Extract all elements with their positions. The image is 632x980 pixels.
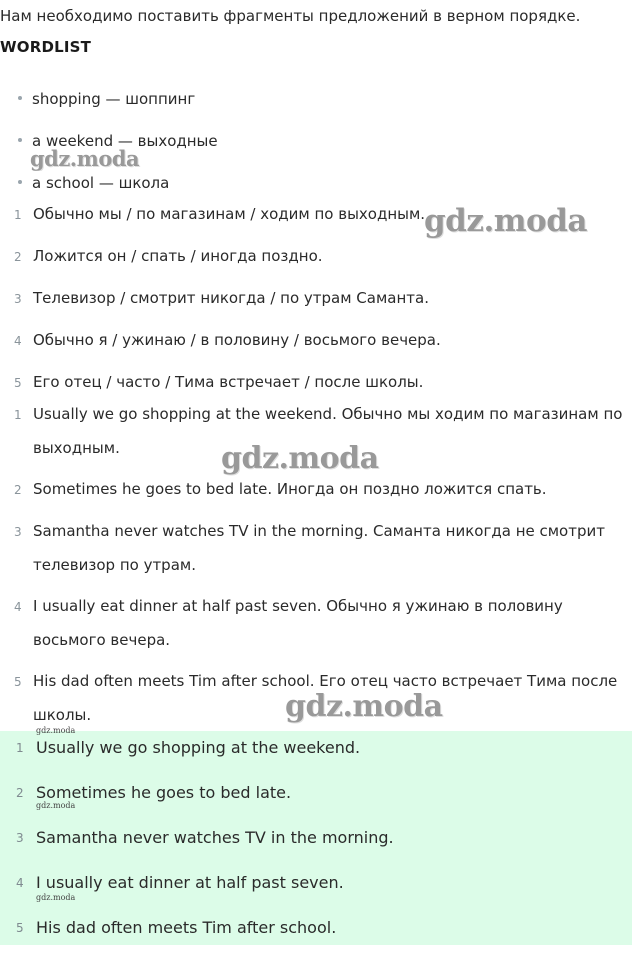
fragment-row: 3 Телевизор / смотрит никогда / по утрам Саманта.	[14, 289, 429, 307]
watermark-logo: gdz.moda	[36, 893, 76, 902]
watermark-logo: gdz.moda	[30, 146, 140, 171]
answer-panel: 1 Usually we go shopping at the weekend. 2 Sometimes he goes to bed late. 3 Samantha never watches TV in the morning. 4 I usually eat dinner at half past seven. 5 His dad often meets Tim after school.	[0, 731, 632, 945]
wordlist-item: a school — школа	[18, 174, 169, 192]
wordlist-item: shopping — шоппинг	[18, 90, 195, 108]
bullet-icon	[18, 138, 22, 142]
fragment-row: 1 Обычно мы / по магазинам / ходим по выходным.	[14, 205, 426, 223]
translation-row: 1 Usually we go shopping at the weekend. Обычно мы ходим по магазинам по выходным.	[14, 405, 623, 457]
translation-row: 4 I usually eat dinner at half past seven. Обычно я ужинаю в половину восьмого вечера.	[14, 597, 563, 649]
bullet-icon	[18, 180, 22, 184]
wordlist-heading: WORDLIST	[0, 38, 92, 56]
watermark-logo: gdz.moda	[36, 801, 76, 810]
translation-row: 2 Sometimes he goes to bed late. Иногда он поздно ложится спать.	[14, 480, 547, 498]
fragment-row: 4 Обычно я / ужинаю / в половину / восьмого вечера.	[14, 331, 441, 349]
wordlist-item: a weekend — выходные	[18, 132, 218, 150]
translation-row: 5 His dad often meets Tim after school. Его отец часто встречает Тима после школы.	[14, 672, 618, 724]
task-instruction: Нам необходимо поставить фрагменты предложений в верном порядке.	[0, 7, 581, 25]
fragment-row: 5 Его отец / часто / Тима встречает / после школы.	[14, 373, 424, 391]
watermark-logo: gdz.moda	[221, 441, 379, 476]
translation-row: 3 Samantha never watches TV in the morning. Саманта никогда не смотрит телевизор по утрам.	[14, 522, 605, 574]
bullet-icon	[18, 96, 22, 100]
watermark-logo: gdz.moda	[285, 689, 443, 724]
watermark-logo: gdz.moda	[424, 203, 587, 239]
fragment-row: 2 Ложится он / спать / иногда поздно.	[14, 247, 323, 265]
watermark-logo: gdz.moda	[36, 726, 76, 735]
